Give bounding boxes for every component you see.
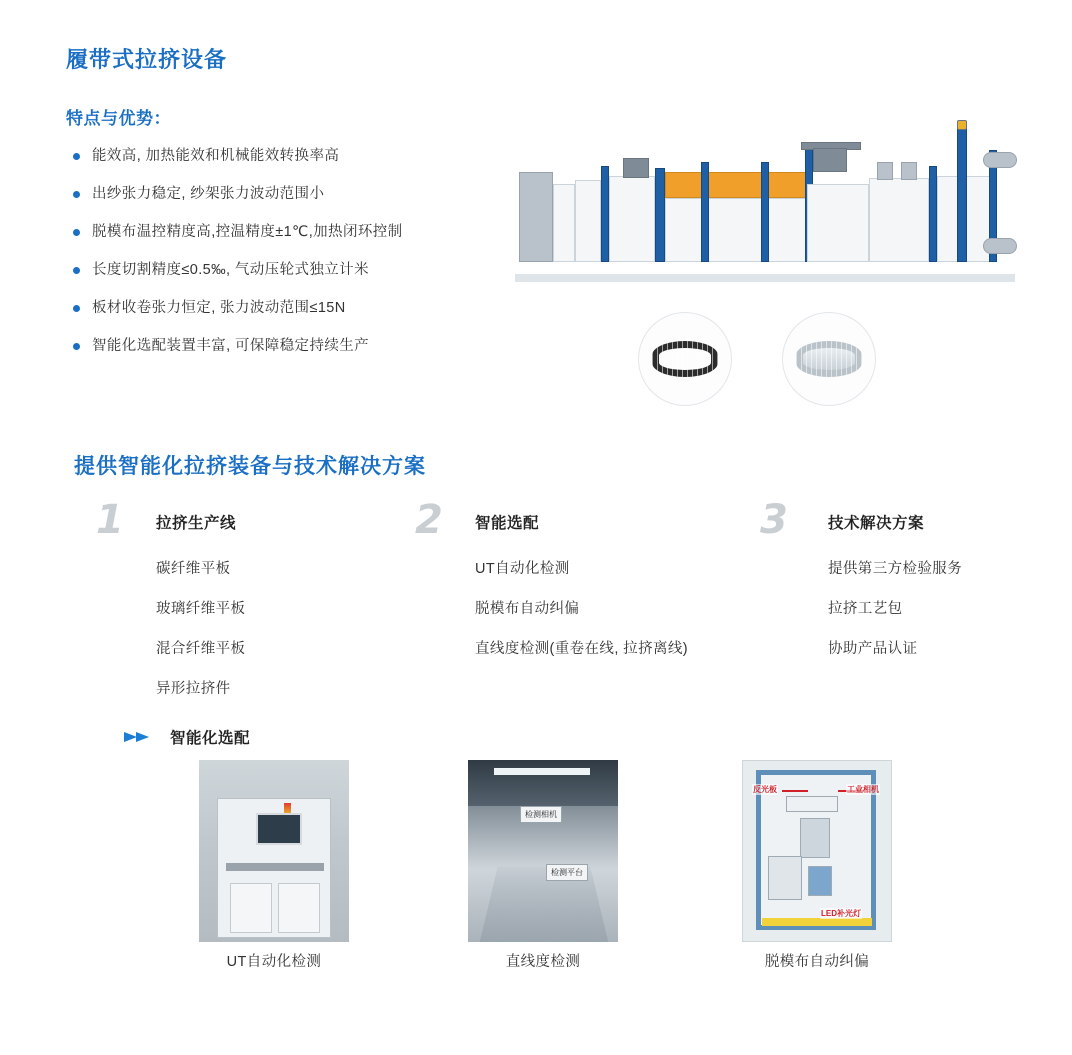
coil-texture xyxy=(796,341,862,377)
list-item: 混合纤维平板 xyxy=(156,641,246,657)
solution-column-2 xyxy=(415,497,735,677)
list-item: 直线度检测(重卷在线, 拉挤离线) xyxy=(475,641,689,657)
column-header xyxy=(96,497,396,545)
machine-part xyxy=(609,176,655,262)
annotation-label: LED补光灯 xyxy=(821,909,861,918)
equipment-box xyxy=(808,866,832,896)
feature-text: 能效高, 加热能效和机械能效转换率高 xyxy=(92,148,340,164)
control-screen xyxy=(256,813,302,845)
conveyor xyxy=(479,867,609,942)
feature-text: 脱模布温控精度高,控温精度±1℃,加热闭环控制 xyxy=(92,224,403,240)
list-item: UT自动化检测 xyxy=(475,561,570,577)
column-item-list xyxy=(156,557,396,698)
bullet-dot-icon xyxy=(73,229,80,236)
arrow-right-icon xyxy=(124,729,152,745)
machine-illustration xyxy=(505,110,1035,300)
machine-part xyxy=(553,184,575,262)
list-item xyxy=(66,298,486,318)
annotation-label: 反光板 xyxy=(753,785,777,794)
pultrusion-line-photo xyxy=(505,110,1035,300)
product-sample-light xyxy=(782,312,876,406)
machine-part xyxy=(807,184,869,262)
column-item-list xyxy=(828,557,1040,658)
feature-text: 智能化选配装置丰富, 可保障稳定持续生产 xyxy=(92,338,370,354)
machine-part xyxy=(701,162,709,262)
photo-straightness-inspection xyxy=(468,760,618,942)
machine-part xyxy=(665,198,807,262)
product-sample-dark xyxy=(638,312,732,406)
machine-part xyxy=(761,162,769,262)
machine-tower xyxy=(957,128,967,262)
machine-part xyxy=(601,166,609,262)
list-item xyxy=(66,222,486,242)
cabinet-door xyxy=(230,883,272,933)
ut-machine xyxy=(217,798,331,938)
column-number: 1 xyxy=(96,497,124,543)
bullet-dot-icon xyxy=(73,267,80,274)
column-title: 智能选配 xyxy=(475,515,540,532)
bullet-dot-icon xyxy=(73,343,80,350)
machine-base xyxy=(515,274,1015,282)
reflector-plate xyxy=(786,796,838,812)
coil-texture xyxy=(652,341,718,377)
ceiling-light-icon xyxy=(494,768,590,775)
machine-roller xyxy=(983,152,1017,168)
annotation-label: 工业相机 xyxy=(847,785,879,794)
column-header xyxy=(415,497,735,545)
list-item: 提供第三方检验服务 xyxy=(828,561,963,577)
column-title: 技术解决方案 xyxy=(828,515,925,532)
machine-part xyxy=(929,166,937,262)
features-heading: 特点与优势： xyxy=(66,109,171,128)
list-item: 脱模布自动纠偏 xyxy=(475,601,580,617)
bullet-dot-icon xyxy=(73,191,80,198)
column-header xyxy=(760,497,1040,545)
machine-part xyxy=(877,162,893,180)
machine-roller xyxy=(983,238,1017,254)
column-number: 3 xyxy=(760,497,788,543)
feature-text: 长度切割精度≤0.5‰, 气动压轮式独立计米 xyxy=(92,262,369,278)
ceiling xyxy=(468,760,618,806)
list-item: 异形拉挤件 xyxy=(156,681,231,697)
photo-caption: UT自动化检测 xyxy=(226,954,322,970)
bullet-dot-icon xyxy=(73,153,80,160)
feature-list xyxy=(66,146,486,374)
list-item: 玻璃纤维平板 xyxy=(156,601,246,617)
photo-ut-inspection xyxy=(199,760,349,942)
annotation-arrow xyxy=(782,790,808,792)
list-item xyxy=(66,146,486,166)
column-number: 2 xyxy=(415,497,443,543)
machine-part xyxy=(575,180,601,262)
list-item: 碳纤维平板 xyxy=(156,561,231,577)
column-title: 拉挤生产线 xyxy=(156,515,237,532)
photo-label: 检测平台 xyxy=(546,864,588,881)
machine-part xyxy=(519,172,553,262)
solution-column-1 xyxy=(96,497,396,717)
page-title: 履带式拉挤设备 xyxy=(66,47,228,72)
machine-part xyxy=(655,168,665,262)
equipment-box xyxy=(768,856,802,900)
camera-body xyxy=(800,818,830,858)
photo-release-film-correction xyxy=(742,760,892,942)
machine-rail xyxy=(226,863,324,871)
machine-oven xyxy=(665,172,807,198)
solutions-heading: 提供智能化拉挤装备与技术解决方案 xyxy=(74,455,426,478)
machine-part xyxy=(623,158,649,178)
machine-part xyxy=(869,178,929,262)
list-item xyxy=(66,260,486,280)
solution-column-3 xyxy=(760,497,1040,677)
list-item xyxy=(66,336,486,356)
machine-signal-light-icon xyxy=(957,120,967,130)
photo-caption: 直线度检测 xyxy=(505,954,581,970)
list-item: 拉挤工艺包 xyxy=(828,601,903,617)
photo-caption: 脱模布自动纠偏 xyxy=(764,954,870,970)
feature-text: 板材收卷张力恒定, 张力波动范围≤15N xyxy=(92,300,346,316)
list-item: 协助产品认证 xyxy=(828,641,918,657)
list-item xyxy=(66,184,486,204)
photo-label: 检测相机 xyxy=(520,806,562,823)
cabinet-door xyxy=(278,883,320,933)
feature-text: 出纱张力稳定, 纱架张力波动范围小 xyxy=(92,186,325,202)
column-item-list xyxy=(475,557,735,658)
smart-options-heading: 智能化选配 xyxy=(170,730,251,747)
machine-hmi xyxy=(813,148,847,172)
machine-part xyxy=(901,162,917,180)
bullet-dot-icon xyxy=(73,305,80,312)
floor-strip xyxy=(762,918,872,926)
